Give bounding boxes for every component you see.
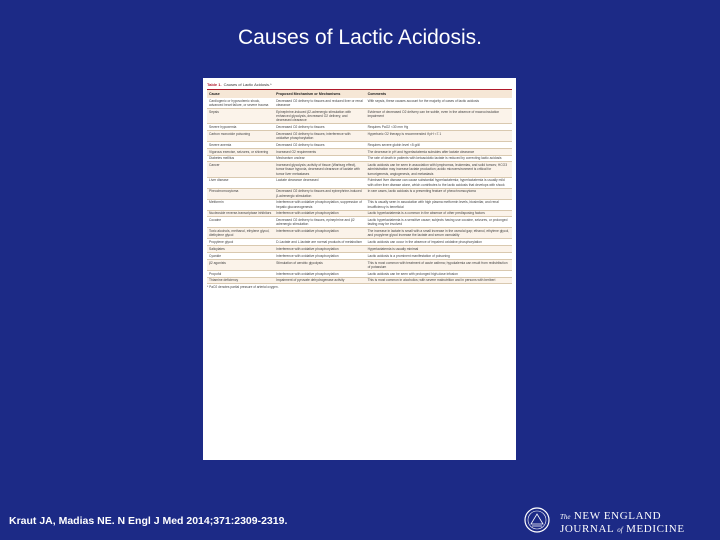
table-row xyxy=(207,217,512,228)
cell-mechanism: Interference with oxidative phosphorylation xyxy=(274,210,366,217)
cell-mechanism: Interference with oxidative phosphorylation xyxy=(274,246,366,253)
cell-cause: Cyanide xyxy=(207,252,274,259)
cell-mechanism: Increased O2 requirements xyxy=(274,148,366,155)
cell-comments: In rare cases, lactic acidosis is a presenting feature of pheochromocytoma xyxy=(366,188,512,199)
cell-comments: Lactic hyperlactatemia is a common in the absence of other predisposing factors xyxy=(366,210,512,217)
table-row xyxy=(207,252,512,259)
table-row xyxy=(207,188,512,199)
journal-line2a: JOURNAL xyxy=(560,523,614,535)
cell-comments: Requires severe globin level <5 g/dl xyxy=(366,142,512,149)
table-image xyxy=(203,78,516,460)
cell-mechanism: Interference with oxidative phosphorylation, suppression of hepatic gluconeogenesis xyxy=(274,199,366,210)
cell-mechanism: D-Lactate and L-lactate are normal products of metabolism xyxy=(274,239,366,246)
journal-line2b: MEDICINE xyxy=(626,523,685,535)
header-comments: Comments xyxy=(366,90,512,98)
table-row xyxy=(207,199,512,210)
table-row xyxy=(207,228,512,239)
cell-comments: Requires PaO2 <30 mm Hg xyxy=(366,124,512,131)
journal-the: The xyxy=(560,513,571,521)
table-row xyxy=(207,239,512,246)
cell-comments: With sepsis, these causes account for the majority of cases of lactic acidosis xyxy=(366,98,512,109)
table-row xyxy=(207,177,512,188)
cell-cause: Nucleoside reverse-transcriptase inhibitors xyxy=(207,210,274,217)
cell-comments: This is most common with treatment of acute asthma; hypokalemia can result from redistribution of potassium xyxy=(366,259,512,270)
cell-cause: Pheochromocytoma xyxy=(207,188,274,199)
table-row xyxy=(207,270,512,277)
table-row xyxy=(207,109,512,124)
table-row xyxy=(207,124,512,131)
table-row xyxy=(207,277,512,284)
cell-cause: Thiamine deficiency xyxy=(207,277,274,284)
cell-cause: Sepsis xyxy=(207,109,274,124)
cell-comments: This is most common in alcoholics; with severe malnutrition and in persons with beriberi xyxy=(366,277,512,284)
citation: Kraut JA, Madias NE. N Engl J Med 2014;371:2309-2319. xyxy=(9,515,288,527)
table-label: Table 1. xyxy=(207,82,222,87)
cell-comments: Lactic acidosis can be seen in association with lymphomas, leukemias, and solid tumors; HCO3 administration may increase lactate production; acidic microenvironment is critical for tumorigenesis, angiogenesis, and metastasis xyxy=(366,162,512,177)
table-row xyxy=(207,210,512,217)
cell-cause: Toxic alcohols, methanol, ethylene glycol, diethylene glycol xyxy=(207,228,274,239)
cell-mechanism: Decreased O2 delivery to tissues and epinephrine-induced β-adrenergic stimulation xyxy=(274,188,366,199)
table-row xyxy=(207,142,512,149)
cell-mechanism: Lactate clearance decreased xyxy=(274,177,366,188)
cell-cause: Propofol xyxy=(207,270,274,277)
table-header-row xyxy=(207,90,512,98)
cell-mechanism: Mechanism unclear xyxy=(274,155,366,162)
cell-cause: Diabetes mellitus xyxy=(207,155,274,162)
table-row xyxy=(207,246,512,253)
cell-comments: The decrease in pH and hyperlactatemia subsides after lactate clearance xyxy=(366,148,512,155)
table-footnote: * PaO2 denotes partial pressure of arterial oxygen. xyxy=(207,285,279,290)
cell-cause: Salicylates xyxy=(207,246,274,253)
cell-mechanism: Increased glycolysis; activity of tissue (Warburg effect), tumor tissue hypoxia, decreased clearance of lactate with tumor liver metastases xyxy=(274,162,366,177)
slide-title: Causes of Lactic Acidosis. xyxy=(238,26,482,49)
cell-cause: β2 agonists xyxy=(207,259,274,270)
table-row xyxy=(207,155,512,162)
table-body xyxy=(207,98,512,284)
cell-cause: Propylene glycol xyxy=(207,239,274,246)
causes-table xyxy=(207,90,512,284)
cell-comments: The rate of death in patients with ketoacidotic lactate is reduced by correcting lactic acidosis xyxy=(366,155,512,162)
table-row xyxy=(207,98,512,109)
cell-comments: Evidence of decreased O2 delivery can be subtle, even in the absence of macrocirculation impairment xyxy=(366,109,512,124)
table-caption-text: Causes of Lactic Acidosis.* xyxy=(223,82,272,87)
cell-mechanism: Interference with oxidative phosphorylation xyxy=(274,252,366,259)
header-mechanism: Proposed Mechanism or Mechanisms xyxy=(274,90,366,98)
journal-seal-icon xyxy=(524,507,550,533)
cell-mechanism: Interference with oxidative phosphorylation xyxy=(274,270,366,277)
cell-comments: This is usually seen in association with high plasma metformin levels, biosimilar, and renal insufficiency is beneficial xyxy=(366,199,512,210)
cell-comments: Lactic acidosis is a prominent manifestation of poisoning xyxy=(366,252,512,259)
table-caption xyxy=(207,81,512,90)
cell-comments: Hyperlactatemia is usually minimal xyxy=(366,246,512,253)
cell-comments: The increase in lactate is small with a small increase in the osmolal gap; ethanol, ethylene glycol, and propylene glycol increase the lactate and serum osmolality xyxy=(366,228,512,239)
cell-mechanism: Decreased O2 delivery to tissues, epinephrine and β2 adrenergic stimulation xyxy=(274,217,366,228)
journal-line1: NEW ENGLAND xyxy=(573,510,662,522)
cell-cause: Vigorous exercise, seizures, or shivering xyxy=(207,148,274,155)
cell-comments: Fulminant liver disease can cause substantial hyperlactatemia; hyperlactatemia is usually mild with other liver disease alone, which contributes to the lactic acidosis that develops with shock xyxy=(366,177,512,188)
cell-mechanism: Impairment of pyruvate dehydrogenase activity xyxy=(274,277,366,284)
cell-comments: Lactic acidosis can be seen with prolonged high-dose infusion xyxy=(366,270,512,277)
cell-comments: Lactic hyperlactatemia is a sensitive cause; subjects having use cocaine, seizures, or prolonged fasting may be involved xyxy=(366,217,512,228)
journal-of: of xyxy=(617,526,623,534)
cell-mechanism: Interference with oxidative phosphorylation xyxy=(274,228,366,239)
cell-comments: Hyperbaric O2 therapy is recommended if pH <7.1 xyxy=(366,131,512,142)
cell-cause: Metformin xyxy=(207,199,274,210)
cell-cause: Severe anemia xyxy=(207,142,274,149)
table-row xyxy=(207,131,512,142)
cell-mechanism: Decreased O2 delivery to tissues xyxy=(274,124,366,131)
cell-mechanism: Epinephrine-induced β2-adrenergic stimulation with enhanced glycolysis, decreased O2 delivery, and decreased clearance xyxy=(274,109,366,124)
cell-mechanism: Decreased O2 delivery to tissues and reduced liver or renal clearance xyxy=(274,98,366,109)
table-row xyxy=(207,162,512,177)
journal-logo xyxy=(560,510,685,536)
cell-cause: Liver disease xyxy=(207,177,274,188)
header-cause: Cause xyxy=(207,90,274,98)
table-row xyxy=(207,259,512,270)
cell-cause: Severe hypoxemia xyxy=(207,124,274,131)
cell-mechanism: Decreased O2 delivery to tissues xyxy=(274,142,366,149)
cell-comments: Lactic acidosis can occur in the absence of impaired oxidative phosphorylation xyxy=(366,239,512,246)
cell-cause: Cocaine xyxy=(207,217,274,228)
table-row xyxy=(207,148,512,155)
cell-mechanism: Decreased O2 delivery to tissues; interference with oxidative phosphorylation xyxy=(274,131,366,142)
cell-mechanism: Stimulation of aerobic glycolysis xyxy=(274,259,366,270)
cell-cause: Cancer xyxy=(207,162,274,177)
cell-cause: Cardiogenic or hypovolemic shock, advanced heart failure, or severe trauma xyxy=(207,98,274,109)
cell-cause: Carbon monoxide poisoning xyxy=(207,131,274,142)
